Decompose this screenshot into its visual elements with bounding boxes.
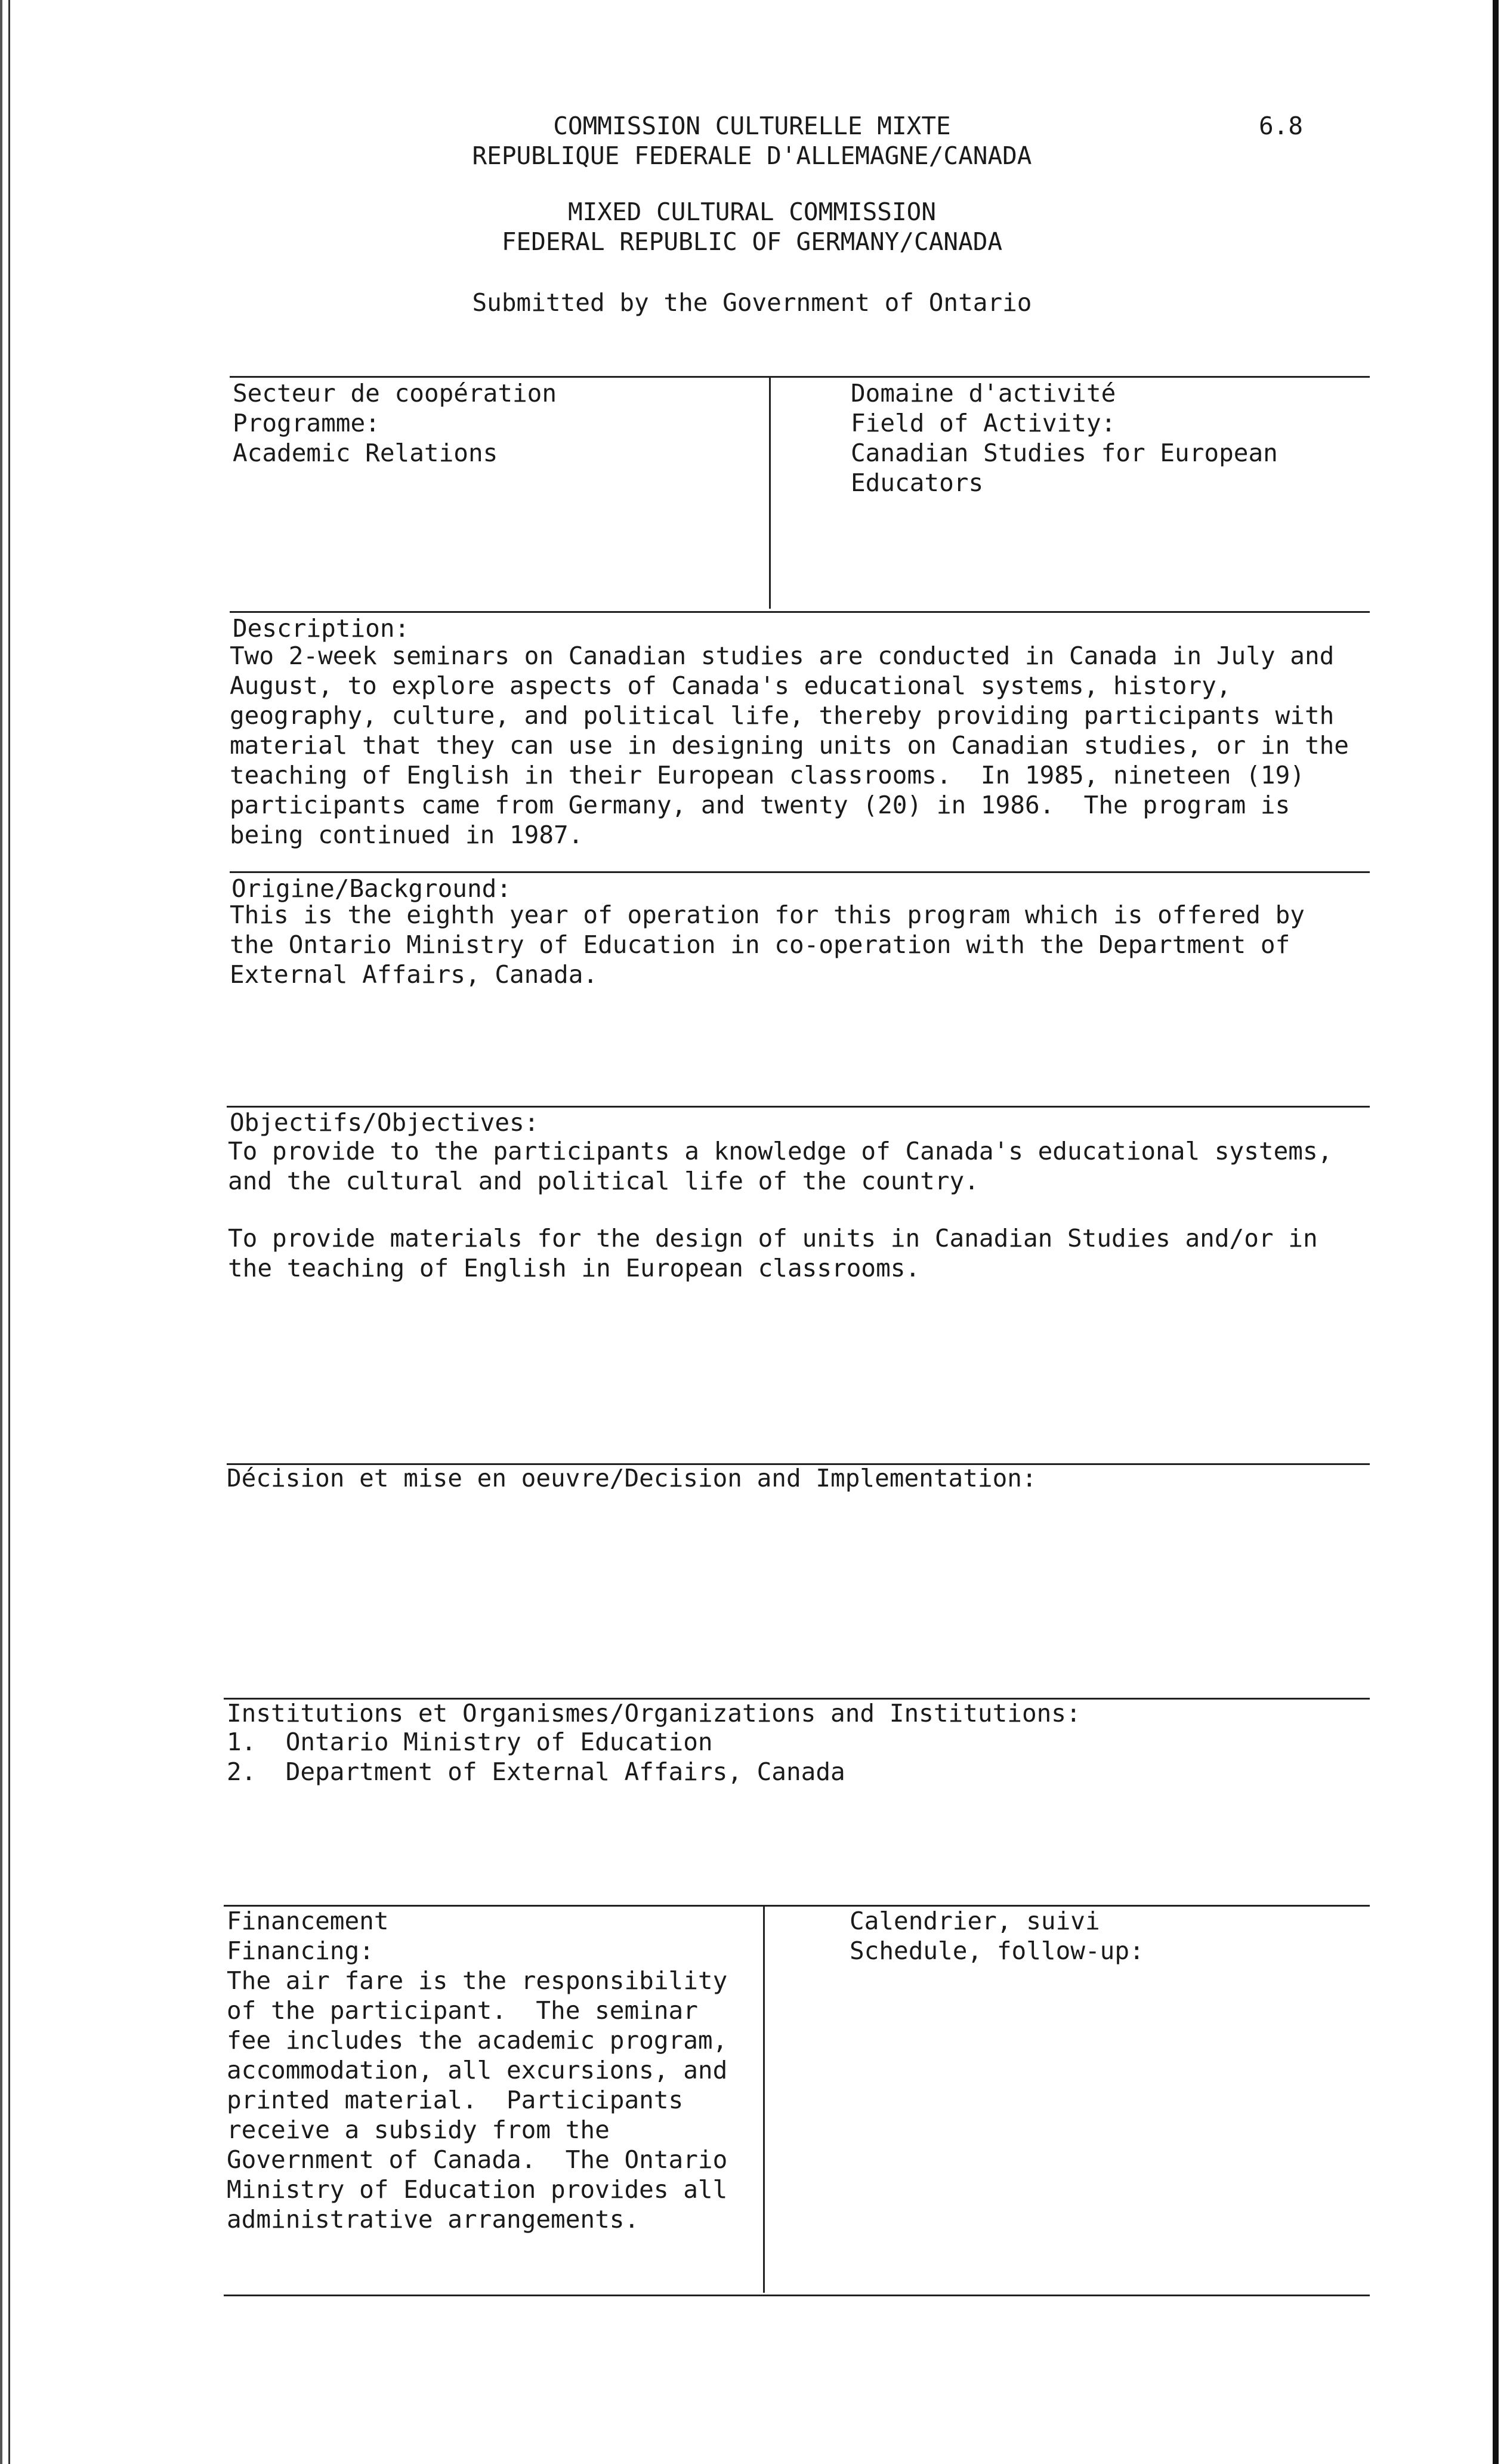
financing-label-fr: Financement (227, 1907, 389, 1935)
field-label-fr: Domaine d'activité (851, 379, 1116, 408)
objectives-label: Objectifs/Objectives: (230, 1108, 539, 1137)
sector-value: Academic Relations (233, 439, 498, 467)
financing-top-rule (224, 1905, 1370, 1907)
page-number: 6.8 (1259, 112, 1304, 140)
description-text: Two 2-week seminars on Canadian studies are conducted in Canada in July and August, to explore aspects of Canada's educational systems, history, geography, culture, and political life, thereby providing participants with material that they can use in designing units on Canadian studies, or in the teaching of English in their European classrooms. In 1985, nineteen (19) participants came from Germany, and twenty (20) in 1986. The program is being continued in 1987. (230, 642, 1349, 849)
sector-label-en: Programme: (233, 409, 380, 437)
header-fr-line1: COMMISSION CULTURELLE MIXTE (553, 112, 951, 140)
sector-label-fr: Secteur de coopération (233, 379, 557, 408)
objectives-text-1: To provide to the participants a knowledge of Canada's educational systems, and the cultural and political life of the country. (228, 1137, 1333, 1195)
field-value-line1: Canadian Studies for European (851, 439, 1278, 467)
header-en-line1: MIXED CULTURAL COMMISSION (567, 198, 937, 226)
institutions-label: Institutions et Organismes/Organizations and Institutions: (227, 1699, 1081, 1728)
background-label: Origine/Background: (231, 874, 511, 903)
background-text: This is the eighth year of operation for this program which is offered by the Ontario Ministry of Education in co-operation with the Department of External Affairs, Canada. (230, 901, 1305, 989)
field-label-en: Field of Activity: (851, 409, 1116, 437)
objectives-text-2: To provide materials for the design of units in Canadian Studies and/or in the teaching of English in European classrooms. (228, 1224, 1318, 1282)
header-en-line2: FEDERAL REPUBLIC OF GERMANY/CANADA (501, 227, 1003, 256)
scan-edge-left-line (8, 0, 10, 2464)
scan-edge-left (0, 0, 2, 2464)
scan-edge-right (1493, 0, 1499, 2464)
decision-label: Décision et mise en oeuvre/Decision and Implementation: (227, 1464, 1037, 1492)
sector-top-rule (230, 376, 1370, 378)
financing-label-en: Financing: (227, 1936, 374, 1965)
financing-bottom-rule (224, 2295, 1370, 2296)
list-item: 2. Department of External Affairs, Canada (227, 1757, 845, 1786)
sector-divider (769, 376, 771, 609)
schedule-label-en: Schedule, follow-up: (850, 1936, 1144, 1965)
list-item: 1. Ontario Ministry of Education (227, 1728, 713, 1756)
submitted-by: Submitted by the Government of Ontario (472, 288, 1032, 317)
schedule-label-fr: Calendrier, suivi (850, 1907, 1100, 1935)
background-rule (230, 871, 1370, 873)
description-rule (230, 611, 1370, 613)
field-value-line2: Educators (851, 468, 984, 497)
institutions-list (227, 1727, 845, 1787)
financing-text: The air fare is the responsibility of the participant. The seminar fee includes the academic program, accommodation, all excursions, and printed material. Participants receive a subsidy from the Government of Canada. The Ontario Ministry of Education provides all administrative arrangements. (227, 1966, 728, 2234)
description-label: Description: (233, 614, 410, 643)
financing-divider (763, 1905, 765, 2293)
header-fr-line2: REPUBLIQUE FEDERALE D'ALLEMAGNE/CANADA (472, 141, 1032, 170)
